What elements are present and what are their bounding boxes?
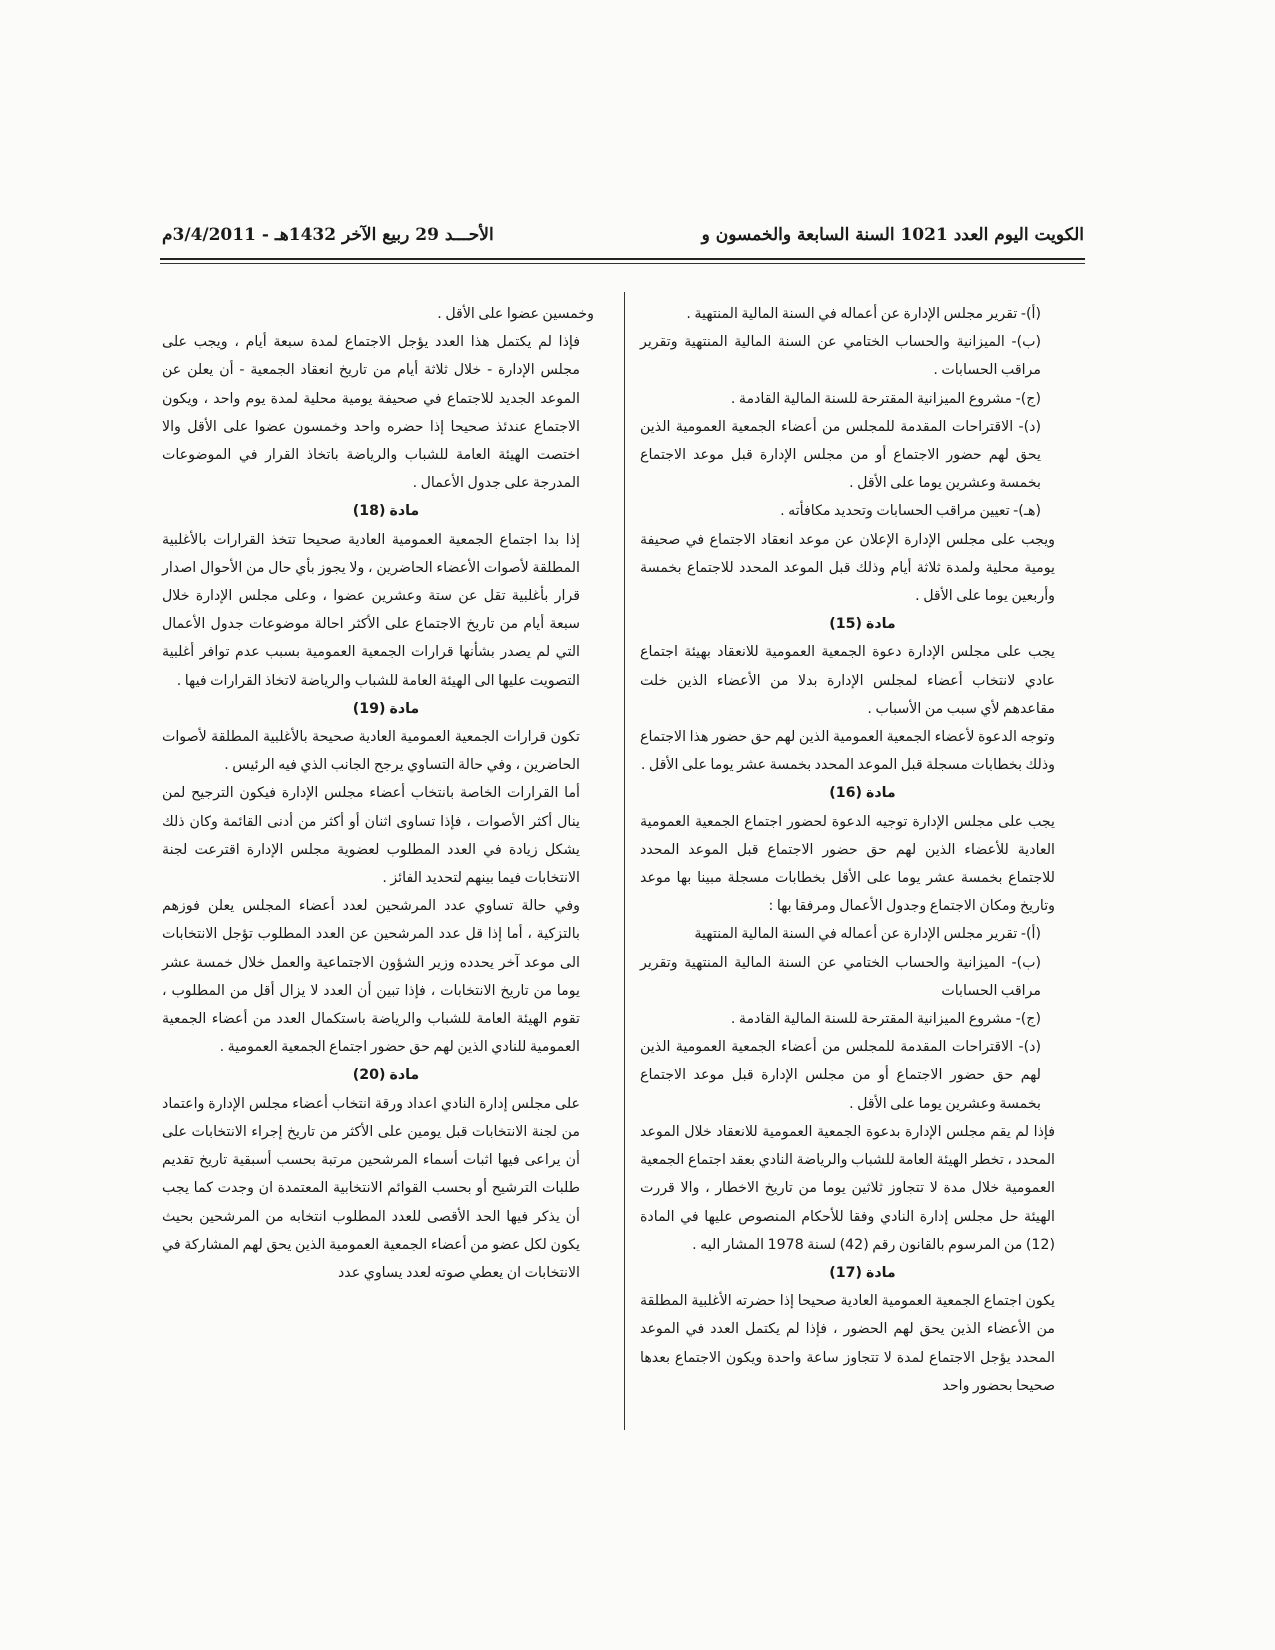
paragraph: إذا بدا اجتماع الجمعية العمومية العادية صحيحا تتخذ القرارات بالأغلبية المطلقة لأصوات الأعضاء الحاضرين ، ولا يجوز بأي حال من الأحوال اصدار قرار بأغلبية تقل عن ستة وعشرين عضوا ، وعلى مجلس الإدارة خلال سبعة أيام من تاريخ الاجتماع على الأكثر احالة موضوعات جدول الأعمال التي لم يصدر بشأنها قرارات الجمعية العمومية بسبب عدم توافر أغلبية التصويت عليها الى الهيئة العامة للشباب والرياضة لاتخاذ القرارات فيها . xyxy=(162,531,580,689)
agenda-item: (د)- الاقتراحات المقدمة للمجلس من أعضاء الجمعية العمومية الذين يحق لهم حضور الاجتماع أو من مجلس الإدارة قبل موعد الاجتماع بخمسة وعشرين يوما على الأقل . xyxy=(640,418,1041,492)
page-header xyxy=(162,222,1084,248)
article-heading: مادة (15) xyxy=(829,616,896,633)
article-heading: مادة (19) xyxy=(352,700,420,717)
column-divider xyxy=(624,292,625,1430)
paragraph: أما القرارات الخاصة بانتخاب أعضاء مجلس الإدارة فيكون الترجيح لمن ينال أكثر الأصوات ، فإذا تساوى اثنان أو أكثر من أدنى القائمة وكان ذلك يشكل زيادة في العدد المطلوب لعضوية مجلس الإدارة اقترعت لجنة الانتخابات فيما بينهم لتحديد الفائز . xyxy=(162,785,580,887)
paragraph: يجب على مجلس الإدارة توجيه الدعوة لحضور اجتماع الجمعية العمومية العادية للأعضاء الذين لهم حق حضور الاجتماع قبل الموعد المحدد للاجتماع بخمسة عشر يوما على الأقل بخطابات مسجلة مبينا بها موعد وتاريخ ومكان الاجتماع وجدول الأعمال ومرفقا بها : xyxy=(640,813,1055,915)
article-heading: مادة (18) xyxy=(352,503,420,520)
agenda-item: (ج)- مشروع الميزانية المقترحة للسنة المالية القادمة . xyxy=(730,390,1041,407)
agenda-item: (ب)- الميزانية والحساب الختامي عن السنة المالية المنتهية وتقرير مراقب الحسابات xyxy=(640,954,1041,999)
paragraph: يجب على مجلس الإدارة دعوة الجمعية العمومية للانعقاد بهيئة اجتماع عادي لانتخاب أعضاء لمجلس الإدارة بدلا من الأعضاء الذين خلت مقاعدهم لأي سبب من الأسباب . xyxy=(640,644,1055,717)
publication-label: الكويت اليوم العدد 1021 السنة السابعة والخمسون و xyxy=(701,225,1084,245)
paragraph: يكون اجتماع الجمعية العمومية العادية صحيحا إذا حضرته الأغلبية المطلقة من الأعضاء الذين يحق لهم الحضور ، فإذا لم يكتمل العدد في الموعد المحدد يؤجل الاجتماع لمدة لا تتجاوز ساعة واحدة ويكون الاجتماع بعدها صحيحا بحضور واحد xyxy=(640,1293,1055,1394)
paragraph: ويجب على مجلس الإدارة الإعلان عن موعد انعقاد الاجتماع في صحيفة يومية محلية ولمدة ثلاثة أيام وذلك قبل الموعد المحدد للاجتماع بخمسة وأربعين يوما على الأقل . xyxy=(640,531,1055,605)
agenda-item: (ج)- مشروع الميزانية المقترحة للسنة المالية القادمة . xyxy=(730,1011,1041,1028)
agenda-item: (ب)- الميزانية والحساب الختامي عن السنة المالية المنتهية وتقرير مراقب الحسابات . xyxy=(640,334,1041,379)
left-column xyxy=(162,300,610,1287)
agenda-item: (د)- الاقتراحات المقدمة للمجلس من أعضاء الجمعية العمومية الذين لهم حق حضور الاجتماع أو من مجلس الإدارة قبل موعد الاجتماع بخمسة وعشرين يوما على الأقل . xyxy=(640,1039,1041,1112)
agenda-item: (أ)- تقرير مجلس الإدارة عن أعماله في السنة المالية المنتهية xyxy=(694,926,1041,943)
paragraph: وتوجه الدعوة لأعضاء الجمعية العمومية الذين لهم حق حضور هذا الاجتماع وذلك بخطابات مسجلة قبل الموعد المحدد بخمسة عشر يوما على الأقل . xyxy=(640,729,1055,774)
paragraph: وفي حالة تساوي عدد المرشحين لعدد أعضاء المجلس يعلن فوزهم بالتزكية ، أما إذا قل عدد المرشحين عن العدد المطلوب تؤجل الانتخابات الى موعد آخر يحدده وزير الشؤون الاجتماعية والعمل خلال خمسة عشر يوما من تاريخ الانتخابات ، فإذا تبين أن العدد لا يزال أقل من المطلوب ، تقوم الهيئة العامة للشباب والرياضة باستكمال العدد من أعضاء الجمعية العمومية للنادي الذين لهم حق حضور اجتماع الجمعية العمومية . xyxy=(162,898,580,1056)
header-rule xyxy=(160,258,1085,260)
paragraph: فإذا لم يكتمل هذا العدد يؤجل الاجتماع لمدة سبعة أيام ، ويجب على مجلس الإدارة - خلال ثلاثة أيام من تاريخ انعقاد الجمعية - أن يعلن عن الموعد الجديد للاجتماع في صحيفة يومية محلية لمدة يوم واحد ، ويكون الاجتماع عندئذ صحيحا إذا حضره واحد وخمسون عضوا على الأقل والا اختصت الهيئة العامة للشباب والرياضة باتخاذ القرار في الموضوعات المدرجة على جدول الأعمال . xyxy=(162,334,580,492)
header-rule-thin xyxy=(160,263,1085,264)
paragraph: وخمسين عضوا على الأقل . xyxy=(437,306,594,322)
paragraph: على مجلس إدارة النادي اعداد ورقة انتخاب أعضاء مجلس الإدارة واعتماد من لجنة الانتخابات قبل يومين على الأكثر من تاريخ إجراء الانتخابات على أن يراعى فيها اثبات أسماء المرشحين مرتبة بحسب أسبقية تاريخ تقديم طلبات الترشيح أو بحسب القوائم الانتخابية المعتمدة ان وجدت كما يجب أن يذكر فيها الحد الأقصى للعدد المطلوب انتخابه من المرشحين بحيث يكون لكل عضو من أعضاء الجمعية العمومية الذين يحق لهم المشاركة في الانتخابات ان يعطي صوته لعدد يساوي عدد xyxy=(162,1095,580,1281)
agenda-item: (أ)- تقرير مجلس الإدارة عن أعماله في السنة المالية المنتهية . xyxy=(686,306,1041,322)
paragraph: تكون قرارات الجمعية العمومية العادية صحيحة بالأغلبية المطلقة لأصوات الحاضرين ، وفي حالة التساوي يرجح الجانب الذي فيه الرئيس . xyxy=(162,729,580,774)
agenda-item: (هـ)- تعيين مراقب الحسابات وتحديد مكافأته . xyxy=(780,503,1041,520)
article-heading: مادة (20) xyxy=(352,1067,420,1084)
right-column xyxy=(640,300,1085,1400)
paragraph: فإذا لم يقم مجلس الإدارة بدعوة الجمعية العمومية للانعقاد خلال الموعد المحدد ، تخطر الهيئة العامة للشباب والرياضة النادي بعقد اجتماع الجمعية العمومية خلال مدة لا تتجاوز ثلاثين يوما من تاريخ الاخطار ، والا قررت الهيئة حل مجلس إدارة النادي وفقا للأحكام المنصوص عليها في المادة (12) من المرسوم بالقانون رقم (42) لسنة 1978 المشار اليه . xyxy=(640,1123,1055,1253)
article-heading: مادة (16) xyxy=(829,785,896,802)
issue-date: الأحـــد 29 ربيع الآخر 1432هـ - 3/4/2011م xyxy=(162,225,494,245)
article-heading: مادة (17) xyxy=(829,1264,896,1281)
